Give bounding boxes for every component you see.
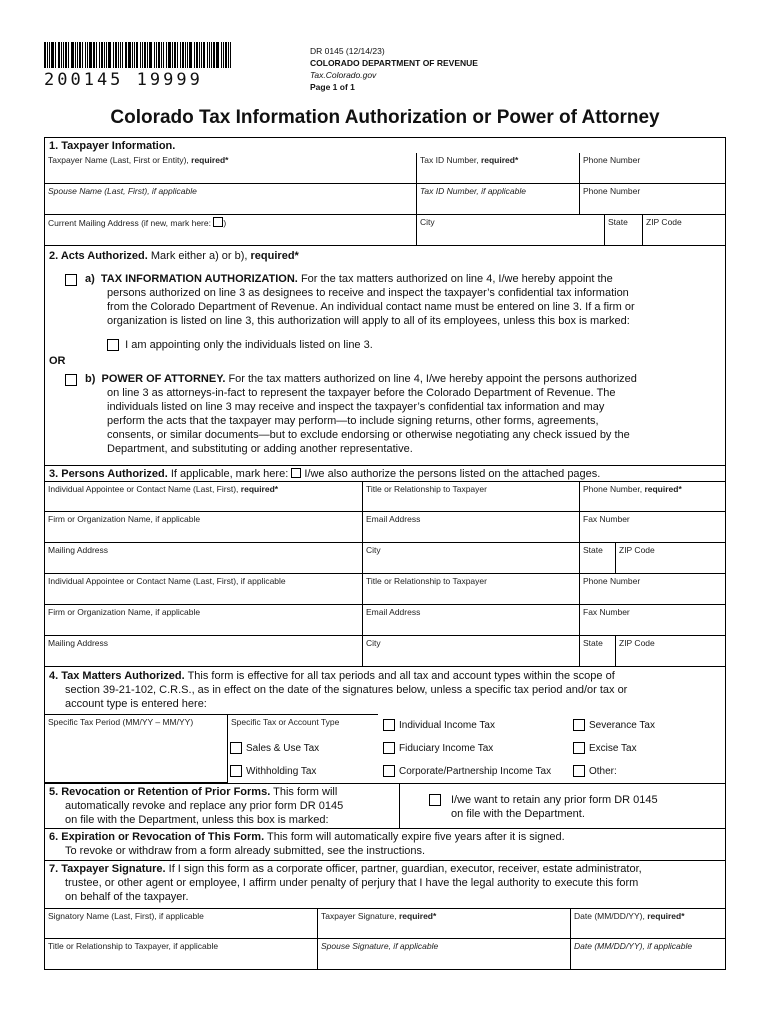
signatory-name-label: Signatory Name (Last, First), if applicable	[48, 911, 204, 921]
appointee-1-city-field[interactable]	[363, 543, 580, 574]
appointee-1-email-field[interactable]	[363, 512, 580, 543]
individual-income-label: Individual Income Tax	[399, 719, 495, 731]
other-option[interactable]	[573, 765, 617, 777]
required-mark: required*	[250, 250, 299, 262]
spouse-signature-field[interactable]	[318, 939, 571, 970]
section-6-text-1: This form will automatically expire five years after it is signed.	[267, 831, 565, 843]
spouse-name-label: Spouse Name (Last, First), if applicable	[48, 186, 197, 196]
withholding-option[interactable]	[230, 765, 316, 777]
tax-id-label: Tax ID Number,	[420, 155, 479, 165]
appointee-2-phone-field[interactable]	[580, 574, 725, 605]
poa-line-1	[85, 372, 725, 386]
appointee-1-name-field[interactable]	[45, 481, 363, 512]
section-4	[49, 669, 721, 711]
only-individuals-row	[107, 338, 373, 352]
tax-information-authorization-checkbox[interactable]	[65, 274, 77, 286]
barcode-bar	[228, 42, 229, 68]
barcode-bar	[230, 42, 231, 68]
barcode-bar	[158, 42, 160, 68]
date-label: Date (MM/DD/YY),	[574, 911, 645, 921]
attached-pages-label: I/we also authorize the persons listed on the attached pages.	[304, 468, 601, 480]
poa-text-6: Department, and substituting or adding another representative.	[107, 443, 413, 455]
taxpayer-name-label: Taxpayer Name (Last, First or Entity),	[48, 155, 189, 165]
barcode-bar	[49, 42, 50, 68]
taxpayer-name-field[interactable]	[45, 153, 417, 184]
individual-income-option[interactable]	[383, 719, 495, 731]
barcode-bar	[166, 42, 167, 68]
taxpayer-signature-field[interactable]	[318, 908, 571, 939]
barcode-bar	[87, 42, 88, 68]
spouse-phone-label: Phone Number	[583, 186, 641, 196]
section-6	[49, 830, 721, 858]
barcode-bar	[185, 42, 186, 68]
barcode-bar	[189, 42, 192, 68]
barcode-bar	[122, 42, 123, 68]
appointee-name-label: Individual Appointee or Contact Name (Last, First),	[48, 484, 239, 494]
barcode-bar	[61, 42, 62, 68]
fiduciary-label: Fiduciary Income Tax	[399, 742, 494, 754]
section-7-text-3: on behalf of the taxpayer.	[65, 891, 189, 903]
section-5-text	[49, 785, 399, 827]
section-4-line-1	[49, 669, 721, 683]
barcode-bar	[140, 42, 141, 68]
tax-id-field[interactable]	[417, 153, 580, 184]
power-of-attorney-checkbox[interactable]	[65, 374, 77, 386]
email-label: Email Address	[366, 514, 421, 524]
tia-checkbox-row	[65, 273, 77, 287]
section-7-line-1	[49, 862, 721, 876]
barcode-bar	[85, 42, 86, 68]
section-5-text-2: automatically revoke and replace any prior form DR 0145	[65, 800, 344, 812]
zip-label: ZIP Code	[619, 545, 655, 555]
retain-prior-checkbox[interactable]	[429, 794, 441, 806]
barcode-bar	[120, 42, 121, 68]
barcode-bar	[106, 42, 107, 68]
city-label: City	[420, 217, 435, 227]
barcode-bar	[187, 42, 188, 68]
mailing-label: Mailing Address	[48, 545, 109, 555]
appointee-1-fax-field[interactable]	[580, 512, 725, 543]
barcode-bar	[221, 42, 222, 68]
section-4-text-2: section 39-21-102, C.R.S., as in effect on the date of the signatures below, unless a specific tax period and/or tax or	[65, 684, 628, 696]
appointee-2-zip-field[interactable]	[616, 636, 725, 667]
barcode-bar	[211, 42, 212, 68]
section-4-text-1: This form is effective for all tax periods and all tax and account types within the scope of	[187, 670, 615, 682]
other-checkbox[interactable]	[573, 765, 585, 777]
account-type-field[interactable]	[228, 714, 378, 736]
barcode-bar	[108, 42, 111, 68]
appointee-1-phone-field[interactable]	[580, 481, 725, 512]
barcode-bar	[77, 42, 78, 68]
poa-text-1: For the tax matters authorized on line 4, I/we hereby appoint the persons authorized	[228, 373, 637, 385]
appointee-name-label: Individual Appointee or Contact Name (Last, First), if applicable	[48, 576, 286, 586]
severance-checkbox[interactable]	[573, 719, 585, 731]
appointee-2-email-field[interactable]	[363, 605, 580, 636]
sales-use-option[interactable]	[230, 742, 319, 754]
section-3-heading	[45, 466, 725, 481]
barcode-number: 200145 19999	[44, 70, 203, 90]
section-5-line-1	[49, 785, 399, 799]
required-mark: required*	[398, 911, 437, 921]
phone-label: Phone Number	[583, 576, 641, 586]
signatory-name-field[interactable]	[45, 908, 318, 939]
corporate-label: Corporate/Partnership Income Tax	[399, 765, 552, 777]
appointee-2-city-field[interactable]	[363, 636, 580, 667]
barcode-bar	[136, 42, 138, 68]
mailing-label: Mailing Address	[48, 638, 109, 648]
form-meta	[310, 45, 478, 93]
barcode-bar	[163, 42, 164, 68]
section-1-heading: 1. Taxpayer Information.	[49, 140, 176, 152]
fax-label: Fax Number	[583, 607, 630, 617]
section-2-heading	[45, 248, 725, 263]
barcode-bar	[225, 42, 227, 68]
excise-label: Excise Tax	[589, 742, 637, 754]
barcode-bar	[180, 42, 181, 68]
poa-text-2: on line 3 as attorneys-in-fact to represent the taxpayer before the Colorado Department of Revenue. The	[107, 387, 616, 399]
appointee-2-mailing-field[interactable]	[45, 636, 363, 667]
severance-option[interactable]	[573, 719, 655, 731]
barcode-bar	[207, 42, 208, 68]
zip-label: ZIP Code	[646, 217, 682, 227]
barcode-bar	[142, 42, 143, 68]
sales-use-checkbox[interactable]	[230, 742, 242, 754]
section-2-instruction: Mark either a) or b),	[150, 250, 248, 262]
section-4-title: 4. Tax Matters Authorized.	[49, 670, 185, 682]
barcode-bar	[174, 42, 176, 68]
other-label: Other:	[589, 765, 617, 777]
barcode-bar	[194, 42, 195, 68]
barcode-bar	[63, 42, 64, 68]
required-mark: required*	[480, 155, 519, 165]
barcode-bar	[58, 42, 60, 68]
barcode-bar	[125, 42, 127, 68]
barcode-bar	[99, 42, 100, 68]
appointee-1-zip-field[interactable]	[616, 543, 725, 574]
barcode-bar	[172, 42, 173, 68]
barcode-bar	[47, 42, 48, 68]
barcode-bar	[68, 42, 69, 68]
barcode-bar	[223, 42, 224, 68]
spouse-date-field[interactable]	[571, 939, 725, 970]
option-a-label: a)	[85, 273, 95, 285]
spouse-name-field[interactable]	[45, 184, 417, 215]
section-7	[49, 862, 721, 904]
form-id: DR 0145 (12/14/23)	[310, 46, 385, 56]
only-individuals-label: I am appointing only the individuals listed on line 3.	[125, 339, 373, 351]
form-body	[44, 137, 726, 970]
firm-label: Firm or Organization Name, if applicable	[48, 607, 201, 617]
barcode-bar	[147, 42, 148, 68]
section-6-title: 6. Expiration or Revocation of This Form.	[49, 831, 265, 843]
barcode-bar	[101, 42, 103, 68]
barcode-bar	[113, 42, 114, 68]
taxpayer-signature-label: Taxpayer Signature,	[321, 911, 397, 921]
barcode-bar	[144, 42, 146, 68]
excise-checkbox[interactable]	[573, 742, 585, 754]
tia-text-1: For the tax matters authorized on line 4, I/we hereby appoint the	[300, 273, 613, 285]
signatory-title-field[interactable]	[45, 939, 318, 970]
barcode-bar	[55, 42, 56, 68]
section-3	[45, 466, 725, 481]
retain-checkbox-row	[429, 793, 441, 807]
account-type-label: Specific Tax or Account Type	[231, 717, 340, 727]
appointee-2-state-field[interactable]	[580, 636, 616, 667]
zip-label: ZIP Code	[619, 638, 655, 648]
section-3-instruction: If applicable, mark here:	[170, 468, 289, 480]
barcode-bar	[199, 42, 200, 68]
barcode-bar	[213, 42, 215, 68]
state-label: State	[583, 638, 603, 648]
email-label: Email Address	[366, 607, 421, 617]
section-7-text-1: If I sign this form as a corporate officer, partner, guardian, executor, receiver, estate administrator,	[168, 863, 642, 875]
excise-option[interactable]	[573, 742, 637, 754]
mailing-close-paren: )	[223, 218, 227, 228]
section-5-text-3: on file with the Department, unless this box is marked:	[65, 814, 329, 826]
barcode-bar	[156, 42, 157, 68]
option-b-label: b)	[85, 373, 96, 385]
appointee-2-firm-field[interactable]	[45, 605, 363, 636]
section-6-line-1	[49, 830, 721, 844]
fax-label: Fax Number	[583, 514, 630, 524]
required-mark: required*	[191, 155, 229, 165]
taxpayer-date-field[interactable]	[571, 908, 725, 939]
barcode-bar	[196, 42, 198, 68]
tia-text-2: persons authorized on line 3 as designees to receive and inspect the taxpayer’s confidential tax information	[107, 287, 629, 299]
title-relationship-label: Title or Relationship to Taxpayer	[366, 484, 487, 494]
section-5-title: 5. Revocation or Retention of Prior Forms.	[49, 786, 271, 798]
sales-use-label: Sales & Use Tax	[246, 742, 320, 754]
required-mark: required*	[647, 911, 685, 921]
department-name: COLORADO DEPARTMENT OF REVENUE	[310, 58, 478, 68]
withholding-checkbox[interactable]	[230, 765, 242, 777]
section-2-title: 2. Acts Authorized.	[49, 250, 148, 262]
poa-text-4: perform the acts that the taxpayer may perform—to include signing returns, other forms, agreements,	[107, 415, 599, 427]
required-mark: required*	[644, 484, 682, 494]
attached-pages-checkbox[interactable]	[291, 468, 301, 478]
section-6-text-2: To revoke or withdraw from a form already submitted, see the instructions.	[65, 845, 426, 857]
retain-text-2: on file with the Department.	[451, 808, 585, 820]
poa-text-5: consents, or similar documents—but to exclude endorsing or otherwise negotiating any check issued by the	[107, 429, 630, 441]
new-address-checkbox[interactable]	[213, 217, 223, 227]
spouse-signature-label: Spouse Signature, if applicable	[321, 941, 439, 951]
corporate-option[interactable]	[383, 765, 551, 777]
divider	[45, 828, 725, 829]
barcode-bars	[44, 42, 256, 68]
spouse-phone-field[interactable]	[580, 184, 725, 215]
state-field[interactable]	[605, 215, 643, 246]
phone-field[interactable]	[580, 153, 725, 184]
divider	[45, 860, 725, 861]
section-4-text-3: account type is entered here:	[65, 698, 207, 710]
barcode-bar	[168, 42, 171, 68]
barcode-bar	[93, 42, 95, 68]
phone-label: Phone Number,	[583, 484, 643, 494]
retain-text-1: I/we want to retain any prior form DR 0145	[451, 794, 658, 806]
barcode-bar	[149, 42, 152, 68]
section-7-title: 7. Taxpayer Signature.	[49, 863, 166, 875]
barcode-bar	[203, 42, 205, 68]
required-mark: required*	[240, 484, 279, 494]
spouse-tax-id-field[interactable]	[417, 184, 580, 215]
appointee-1-title-field[interactable]	[363, 481, 580, 512]
section-7-text-2: trustee, or other agent or employee, I affirm under penalty of perjury that I have the legal authority to execute this form	[65, 877, 639, 889]
barcode-bar	[51, 42, 54, 68]
individual-income-checkbox[interactable]	[383, 719, 395, 731]
zip-field[interactable]	[643, 215, 725, 246]
barcode-bar	[132, 42, 133, 68]
fiduciary-option[interactable]	[383, 742, 493, 754]
barcode-bar	[82, 42, 83, 68]
barcode-bar	[44, 42, 46, 68]
barcode-bar	[71, 42, 74, 68]
mailing-address-field[interactable]	[45, 215, 417, 246]
form-title: Colorado Tax Information Authorization or Power of Attorney	[110, 107, 660, 128]
barcode-bar	[177, 42, 178, 68]
firm-label: Firm or Organization Name, if applicable	[48, 514, 201, 524]
state-label: State	[583, 545, 603, 555]
barcode-bar	[216, 42, 219, 68]
appointee-1-state-field[interactable]	[580, 543, 616, 574]
appointee-2-fax-field[interactable]	[580, 605, 725, 636]
barcode-bar	[134, 42, 135, 68]
appointee-2-title-field[interactable]	[363, 574, 580, 605]
mailing-address-label: Current Mailing Address (if new, mark here:	[48, 218, 211, 228]
tia-line-1	[85, 272, 725, 286]
tax-period-field[interactable]	[45, 714, 228, 783]
spouse-tax-id-label: Tax ID Number, if applicable	[420, 186, 526, 196]
severance-label: Severance Tax	[589, 719, 655, 731]
withholding-label: Withholding Tax	[246, 765, 317, 777]
tia-text-3: from the Colorado Department of Revenue. An individual contact name must be entered on line 3. If a firm or	[107, 301, 635, 313]
spouse-date-label: Date (MM/DD/YY), if applicable	[574, 941, 693, 951]
barcode-bar	[89, 42, 92, 68]
section-5-text-1: This form will	[273, 786, 338, 798]
signatory-title-label: Title or Relationship to Taxpayer, if applicable	[48, 941, 219, 951]
barcode-bar	[79, 42, 81, 68]
or-separator: OR	[49, 355, 66, 367]
tia-text-4: organization is listed on line 3, this authorization will apply to all of its employees, unless this box is marked:	[107, 315, 630, 327]
tia-title: TAX INFORMATION AUTHORIZATION.	[100, 273, 298, 285]
title-relationship-label: Title or Relationship to Taxpayer	[366, 576, 487, 586]
appointee-1-mailing-field[interactable]	[45, 543, 363, 574]
barcode-bar	[104, 42, 105, 68]
barcode-bar	[118, 42, 119, 68]
city-label: City	[366, 638, 381, 648]
state-label: State	[608, 217, 628, 227]
barcode-bar	[115, 42, 117, 68]
section-2	[45, 248, 725, 263]
tax-period-label: Specific Tax Period (MM/YY – MM/YY)	[48, 717, 194, 727]
barcode-bar	[154, 42, 155, 68]
poa-paragraph	[85, 372, 725, 456]
website: Tax.Colorado.gov	[310, 70, 377, 80]
appointee-1-firm-field[interactable]	[45, 512, 363, 543]
barcode-bar	[65, 42, 67, 68]
barcode-bar	[128, 42, 131, 68]
barcode-bar	[209, 42, 210, 68]
appointee-2-name-field[interactable]	[45, 574, 363, 605]
poa-text-3: individuals listed on line 3 may receive and inspect the taxpayer’s confidential tax information and may	[107, 401, 605, 413]
barcode-bar	[161, 42, 162, 68]
barcode-bar	[75, 42, 76, 68]
tia-paragraph	[85, 272, 725, 328]
page-number: Page 1 of 1	[310, 82, 355, 92]
poa-checkbox-row	[65, 373, 77, 387]
only-individuals-checkbox[interactable]	[107, 339, 119, 351]
section-3-title: 3. Persons Authorized.	[49, 468, 168, 480]
barcode-bar	[201, 42, 202, 68]
phone-label: Phone Number	[583, 155, 641, 165]
fiduciary-checkbox[interactable]	[383, 742, 395, 754]
barcode-bar	[96, 42, 97, 68]
barcode	[44, 42, 256, 90]
retain-label	[451, 793, 658, 821]
barcode-bar	[182, 42, 184, 68]
section-1	[45, 138, 725, 153]
poa-title: POWER OF ATTORNEY.	[101, 373, 226, 385]
city-label: City	[366, 545, 381, 555]
city-field[interactable]	[417, 215, 605, 246]
corporate-checkbox[interactable]	[383, 765, 395, 777]
